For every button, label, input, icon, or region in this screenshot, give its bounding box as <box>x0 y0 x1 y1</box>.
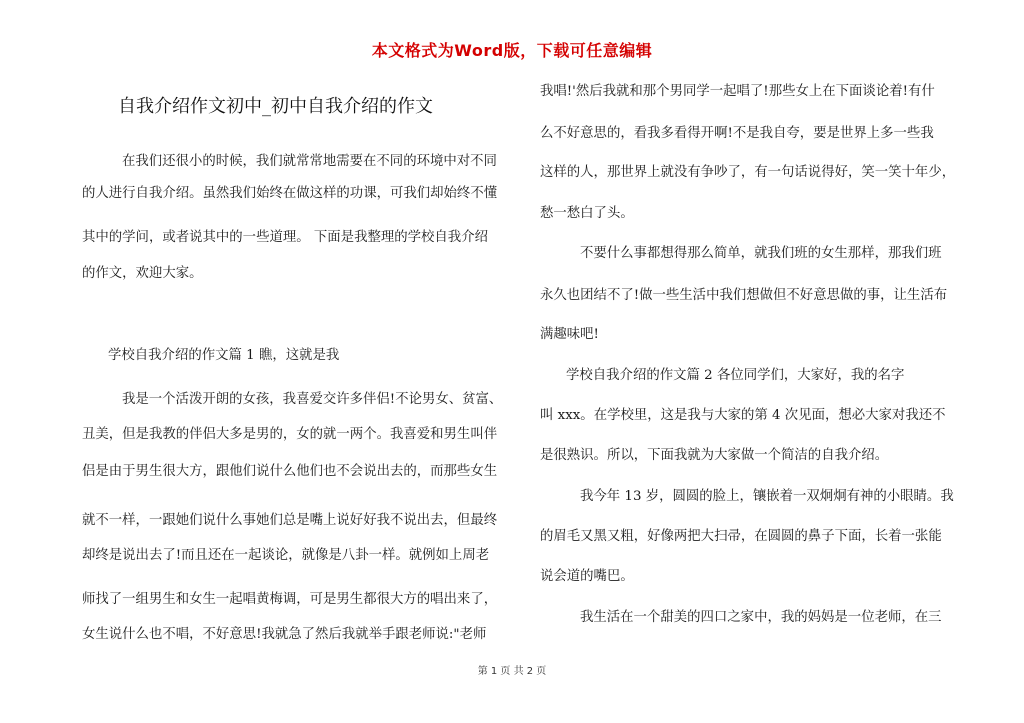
paragraph-line: 是很熟识。所以，下面我就为大家做一个简洁的自我介绍。 <box>540 448 889 463</box>
paragraph-line: 的眉毛又黑又粗，好像两把大扫帚，在圆圆的鼻子下面，长着一张能 <box>540 529 942 544</box>
paragraph-line: 的人进行自我介绍。虽然我们始终在做这样的功课，可我们却始终不懂 <box>82 186 498 201</box>
paragraph-line: 的作文，欢迎大家。 <box>82 266 203 281</box>
paragraph-line: 却终是说出去了!而且还在一起谈论，就像是八卦一样。就例如上周老 <box>82 548 490 563</box>
section-heading: 学校自我介绍的作文篇 2 各位同学们，大家好，我的名字 <box>566 368 905 383</box>
paragraph-line: 丑美，但是我教的伴侣大多是男的，女的就一两个。我喜爱和男生叫伴 <box>82 427 498 442</box>
paragraph-line: 么不好意思的，看我多看得开啊!不是我自夸，要是世界上多一些我 <box>540 126 934 141</box>
paragraph-line: 叫 xxx。在学校里，这是我与大家的第 4 次见面，想必大家对我还不 <box>540 408 946 423</box>
paragraph-line: 就不一样，一跟她们说什么事她们总是嘴上说好好我不说出去，但最终 <box>82 513 498 528</box>
paragraph-line: 侣是由于男生很大方，跟他们说什么他们也不会说出去的，而那些女生 <box>82 464 498 479</box>
paragraph-line: 我生活在一个甜美的四口之家中，我的妈妈是一位老师，在三 <box>580 610 942 625</box>
paragraph-line: 我今年 13 岁，圆圆的脸上，镶嵌着一双炯炯有神的小眼睛。我 <box>580 489 954 504</box>
paragraph-line: 师找了一组男生和女生一起唱黄梅调，可是男生都很大方的唱出来了， <box>82 592 498 607</box>
paragraph-line: 其中的学问，或者说其中的一些道理。 下面是我整理的学校自我介绍 <box>82 230 488 245</box>
paragraph-line: 这样的人，那世界上就没有争吵了，有一句话说得好，笑一笑十年少， <box>540 165 956 180</box>
paragraph-line: 不要什么事都想得那么简单，就我们班的女生那样，那我们班 <box>580 246 942 261</box>
paragraph-line: 满趣味吧! <box>540 327 599 342</box>
format-banner: 本文格式为Word版，下载可任意编辑 <box>371 41 653 60</box>
section-heading: 学校自我介绍的作文篇 1 瞧，这就是我 <box>108 348 340 363</box>
paragraph-line: 说会道的嘴巴。 <box>540 569 634 584</box>
paragraph-line: 在我们还很小的时候，我们就常常地需要在不同的环境中对不同 <box>122 154 497 169</box>
paragraph-line: 愁一愁白了头。 <box>540 206 634 221</box>
page-number-footer: 第 1 页 共 2 页 <box>477 666 547 677</box>
paragraph-line: 永久也团结不了!做一些生活中我们想做但不好意思做的事，让生活布 <box>540 288 948 303</box>
paragraph-line: 我是一个活泼开朗的女孩，我喜爱交许多伴侣!不论男女、贫富、 <box>122 392 503 407</box>
paragraph-line: 我唱!'然后我就和那个男同学一起唱了!那些女上在下面谈论着!有什 <box>540 84 935 99</box>
document-title: 自我介绍作文初中_初中自我介绍的作文 <box>118 96 433 117</box>
paragraph-line: 女生说什么也不唱，不好意思!我就急了然后我就举手跟老师说:"老师 <box>82 627 487 642</box>
